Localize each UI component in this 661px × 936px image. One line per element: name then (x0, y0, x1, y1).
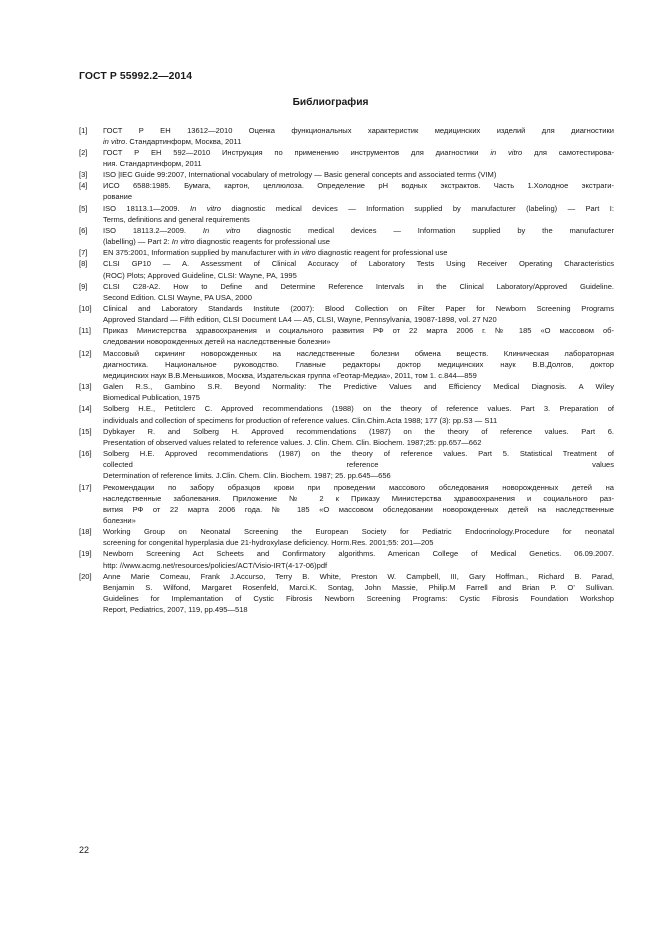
reference-text-segment: следовании новорожденных детей на наследственные болезни» (103, 337, 331, 347)
reference-item (79, 125, 614, 147)
reference-text-segment: individuals and collection of specimens for production of reference values. Clin.Chim.Acta 1988; 177 (3): pp.S3 — S11 (103, 415, 498, 425)
reference-text-segment: ния. Стандартинформ, 2011 (103, 158, 202, 168)
reference-text-segment: Presentation of observed values related to reference values. J. Clin. Chem. Clin. Biochem. 1987;25: pp.657—662 (103, 437, 482, 447)
reference-text-segment: Galen R.S., Gambino S.R. Beyond Normality: The Predictive Values and Efficiency Medical Diagnosis. A Wiley (103, 382, 614, 392)
reference-number: [15] (79, 426, 92, 436)
reference-line (103, 247, 614, 258)
reference-text-segment: медицинских наук В.В.Меньшиков, Москва, Издательская группа «Геотар-Медиа», 2011, том 1. с.844—859 (103, 370, 477, 380)
reference-line (103, 537, 614, 548)
reference-text-segment: ГОСТ Р ЕН 592—2010 Инструкция по применению инструментов для диагностики (103, 147, 491, 157)
reference-text (103, 281, 614, 303)
reference-line (103, 593, 614, 604)
reference-text (103, 125, 614, 147)
reference-number: [16] (79, 449, 92, 459)
reference-line (103, 359, 614, 370)
reference-line (103, 281, 614, 292)
reference-line (103, 348, 614, 359)
reference-text (103, 571, 614, 616)
reference-line (103, 482, 614, 493)
reference-text-segment: вития РФ от 22 марта 2006 года. № 185 «О массовом обследовании новорожденных детей на наследственные (103, 504, 614, 514)
reference-line (103, 125, 614, 136)
reference-item (79, 225, 614, 247)
reference-line (103, 136, 614, 147)
reference-line (103, 526, 614, 537)
reference-line (103, 325, 614, 336)
italic-term: In vitro (202, 225, 241, 235)
reference-number: [10] (79, 304, 92, 313)
reference-number: [11] (79, 326, 92, 336)
reference-number: [7] (79, 248, 88, 258)
reference-line (103, 548, 614, 559)
reference-number: [18] (79, 527, 92, 537)
reference-line (103, 147, 614, 158)
reference-line (103, 571, 614, 582)
reference-text-segment: Newborn Screening Act Scheets and Confirmatory algorithms. American College of Medical Genetics. 06.09.2007. (103, 549, 614, 559)
reference-line (103, 180, 614, 191)
reference-line (103, 225, 614, 236)
reference-text-segment: ГОСТ Р ЕН 13612—2010 Оценка функциональных характеристик медицинских изделий для диагностики (103, 125, 614, 135)
reference-number: [20] (79, 571, 92, 581)
reference-text (103, 448, 614, 481)
reference-text (103, 247, 614, 258)
page-number: 22 (79, 845, 90, 855)
reference-line (103, 426, 614, 437)
reference-item (79, 258, 614, 280)
reference-item (79, 426, 614, 448)
reference-item (79, 482, 614, 527)
reference-line (103, 604, 614, 615)
reference-number: [6] (79, 225, 88, 235)
reference-number: [17] (79, 482, 92, 492)
reference-text (103, 482, 614, 527)
reference-text (103, 526, 614, 548)
reference-text-segment: . Стандартинформ, Москва, 2011 (125, 136, 242, 146)
reference-text-segment: CLSI GP10 — A. Assessment of Clinical Accuracy of Laboratory Tests Using Receiver Operating Characteristics (103, 259, 614, 269)
reference-line (103, 515, 614, 526)
reference-item (79, 448, 614, 481)
reference-text-segment: Anne Marie Comeau, Frank J.Accurso, Terry B. White, Preston W. Campbell, III, Gary Hoffman., Richard B. Parad, (103, 571, 614, 581)
reference-text (103, 426, 614, 448)
reference-text (103, 548, 614, 570)
reference-item (79, 247, 614, 258)
reference-line (103, 314, 614, 325)
reference-text-segment: Approved Standard — Fifth edition, CLSI Document LA4 — A5, CLSI, Wayne, Pennsylvania, 19087-1898, vol. 27 N20 (103, 315, 497, 325)
reference-number: [9] (79, 281, 88, 291)
reference-text-segment: Determination of reference limits. J.Clin. Chem. Clin. Biochem. 1987; 25. pp.645—656 (103, 471, 391, 481)
italic-term: In vitro (171, 237, 195, 247)
reference-line (103, 158, 614, 169)
reference-line (103, 582, 614, 593)
reference-line (103, 370, 614, 381)
reference-line (103, 292, 614, 303)
reference-item (79, 180, 614, 202)
bibliography-list (79, 125, 614, 616)
reference-text-segment: Solberg H.E. Approved recommendations (1987) on the theory of reference values. Part 5. Statistical Treatment of (103, 449, 614, 459)
reference-text-segment: Terms, definitions and general requirements (103, 214, 250, 224)
reference-text (103, 403, 614, 425)
reference-line (103, 236, 614, 247)
reference-line (103, 214, 614, 225)
reference-item (79, 403, 614, 425)
reference-item (79, 348, 614, 381)
reference-line (103, 493, 614, 504)
reference-text-segment: EN 375:2001, Information supplied by manufacturer with (103, 248, 294, 258)
reference-line (103, 403, 614, 414)
reference-item (79, 526, 614, 548)
reference-number: [2] (79, 147, 88, 157)
reference-item (79, 281, 614, 303)
reference-number: [12] (79, 348, 92, 358)
italic-term: in vitro (293, 248, 316, 258)
reference-line (103, 392, 614, 403)
reference-line (103, 437, 614, 448)
document-standard-header: ГОСТ Р 55992.2—2014 (79, 71, 193, 82)
reference-line (103, 303, 614, 314)
reference-text-segment: Guidelines for Implemantation of Cystic Fibrosis Newborn Screening Programs: Cystic Fibrosis Foundation Workshop (103, 594, 614, 604)
reference-text-segment: diagnostic reagents for professional use (194, 237, 330, 247)
reference-line (103, 470, 614, 481)
reference-line (103, 203, 614, 214)
reference-text-segment: болезни» (103, 515, 136, 525)
reference-text (103, 258, 614, 280)
reference-text (103, 225, 614, 247)
reference-text-segment: diagnostic medical devices — Information supplied by manufacturer (labeling) — Part I: (220, 203, 614, 213)
reference-text (103, 147, 614, 169)
reference-line (103, 415, 614, 426)
reference-number: [3] (79, 170, 88, 180)
reference-number: [13] (79, 382, 92, 392)
reference-text-segment: Report, Pediatrics, 2007, 119, pp.495—518 (103, 605, 248, 615)
reference-line (103, 270, 614, 281)
reference-text-segment: Рекомендации по забору образцов крови при проведении массового обследования новорожденных детей на (103, 482, 614, 492)
reference-text-segment: Biomedical Publication, 1975 (103, 393, 200, 403)
reference-text-segment: ISO 18113.2—2009. (103, 225, 203, 235)
reference-item (79, 147, 614, 169)
reference-line (103, 448, 614, 459)
reference-text-segment: ISO |IEC Guide 99:2007, International vocabulary of metrology — Basic general concepts and associated terms (VIM) (103, 170, 497, 180)
reference-line (103, 381, 614, 392)
reference-number: [8] (79, 259, 88, 269)
reference-number: [19] (79, 549, 92, 559)
reference-item (79, 548, 614, 570)
italic-term: in vitro (490, 147, 523, 157)
reference-line (103, 560, 614, 571)
reference-line (103, 504, 614, 515)
reference-text-segment: (labelling) — Part 2: (103, 237, 172, 247)
reference-text-segment: Массовый скрининг новорожденных на наследственные болезни обмена веществ. Клиническая лабораторная (103, 348, 614, 358)
italic-term: In vitro (189, 203, 221, 213)
reference-item (79, 325, 614, 347)
reference-text-segment: screening for congenital hyperplasia due 21-hydroxylase deficiency. Horm.Res. 2001;55: 201—205 (103, 538, 434, 548)
reference-text-segment: collected reference values (103, 460, 614, 470)
reference-number: [1] (79, 125, 88, 135)
reference-text-segment: Solberg H.E., Petitclerc C. Approved recommendations (1988) on the theory of reference values. Part 3. Preparation of (103, 404, 614, 414)
reference-item (79, 169, 614, 180)
reference-line (103, 191, 614, 202)
reference-text (103, 169, 614, 180)
reference-text (103, 381, 614, 403)
reference-text (103, 348, 614, 381)
reference-item (79, 203, 614, 225)
reference-text-segment: рование (103, 192, 133, 202)
reference-text-segment: для самотестирова- (522, 147, 614, 157)
reference-number: [4] (79, 181, 88, 191)
reference-text-segment: диагностика. Национальное руководство. Главные редакторы доктор медицинских наук В.В.Долгов, доктор (103, 359, 614, 369)
reference-text-segment: Приказ Министерства здравоохранения и социального развития РФ от 22 марта 2006 г. № 185 «О массовом об- (103, 326, 614, 336)
reference-text-segment: (ROC) Plots; Approved Guideline, CLSI: Wayne, PA, 1995 (103, 270, 297, 280)
reference-text-segment: ИСО 6588:1985. Бумага, картон, целлюлоза. Определение pH водных экстрактов. Часть 1.Холодное экстраги- (103, 181, 614, 191)
reference-text (103, 303, 614, 325)
reference-item (79, 303, 614, 325)
reference-text-segment: diagnostic reagent for professional use (315, 248, 448, 258)
reference-text (103, 325, 614, 347)
reference-number: [5] (79, 203, 88, 213)
reference-text (103, 180, 614, 202)
section-title: Библиография (292, 97, 369, 108)
reference-number: [14] (79, 404, 92, 414)
reference-text (103, 203, 614, 225)
reference-text-segment: Second Edition. CLSI Wayne, PA USA, 2000 (103, 292, 252, 302)
italic-term: in vitro (103, 136, 126, 146)
reference-item (79, 381, 614, 403)
reference-line (103, 459, 614, 470)
reference-text-segment: Benjamin S. Wilfond, Margaret Rosenfeld, Marci.K. Sontag, John Massie, Philip.M Farrell and Brian P. O’ Sullivan. (103, 582, 614, 592)
reference-text-segment: diagnostic medical devices — Information supplied by the manufacturer (240, 225, 614, 235)
reference-line (103, 169, 614, 180)
reference-line (103, 336, 614, 347)
reference-text-segment: наследственные заболевания. Приложение № 2 к Приказу Министерства здравоохранения и социального раз- (103, 493, 614, 503)
reference-text-segment: ISO 18113.1—2009. (103, 203, 190, 213)
reference-text-segment: Working Group on Neonatal Screening the European Society for Pediatric Endocrinology.Procedure for neonatal (103, 527, 614, 537)
reference-text-segment: http: //www.acmg.net/resources/policies/ACT/Visio-IRT(4-17-06)pdf (103, 560, 328, 570)
reference-line (103, 258, 614, 269)
reference-item (79, 571, 614, 616)
reference-text-segment: CLSI C28-A2. How to Define and Determine Reference Intervals in the Clinical Laboratory/Approved Guideline. (103, 281, 614, 291)
reference-text-segment: Dybkayer R. and Solberg H. Approved recommendations (1987) on the theory of reference values. Part 6. (103, 426, 614, 436)
reference-text-segment: Clinical and Laboratory Standards Institute (2007): Blood Collection on Filter Paper for Newborn Screening Programs (103, 304, 614, 313)
